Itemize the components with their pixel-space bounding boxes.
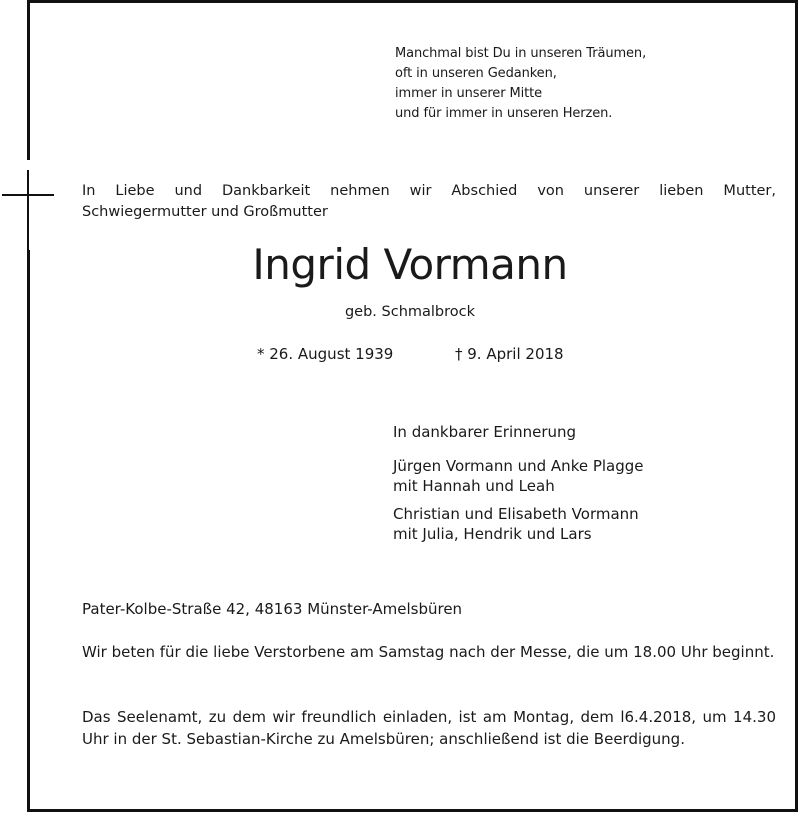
frame-border-right xyxy=(795,0,798,812)
frame-border-top xyxy=(28,0,798,3)
family-address: Pater-Kolbe-Straße 42, 48163 Münster-Amelsbüren xyxy=(82,600,463,618)
intro-line-1: In Liebe und Dankbarkeit nehmen wir Abschied von unserer lieben Mutter, xyxy=(82,183,776,199)
mourner-names: Jürgen Vormann und Anke Plagge xyxy=(393,457,644,475)
verse-line: oft in unseren Gedanken, xyxy=(395,66,557,81)
memorial-verse xyxy=(395,44,646,124)
maiden-name: geb. Schmalbrock xyxy=(344,304,476,320)
intro-line-2: Schwiegermutter und Großmutter xyxy=(82,204,328,220)
verse-line: immer in unserer Mitte xyxy=(395,86,543,101)
mourners-heading: In dankbarer Erinnerung xyxy=(393,423,577,441)
verse-line: und für immer in unseren Herzen. xyxy=(395,106,613,121)
mourner-group xyxy=(393,456,644,496)
prayer-notice: Wir beten für die liebe Verstorbene am Samstag nach der Messe, die um 18.00 Uhr beginnt. xyxy=(82,643,775,661)
birth-date: * 26. August 1939 xyxy=(257,345,394,363)
frame-border-left-lower xyxy=(27,250,30,812)
frame-border-left-upper xyxy=(27,0,30,160)
mourners-block xyxy=(393,422,644,552)
farewell-intro xyxy=(82,181,776,223)
cross-vertical-bar xyxy=(27,170,29,250)
mourner-names: Christian und Elisabeth Vormann xyxy=(393,505,639,523)
funeral-notice: Das Seelenamt, zu dem wir freundlich einladen, ist am Montag, dem l6.4.2018, um 14.30 Uhr in der St. Sebastian-Kirche zu Amelsbüren; anschließend ist die Beerdigung. xyxy=(82,708,776,748)
deceased-name: Ingrid Vormann xyxy=(252,240,568,289)
frame-border-bottom xyxy=(28,809,798,812)
mourner-children: mit Hannah und Leah xyxy=(393,477,555,495)
mourner-group xyxy=(393,504,644,544)
verse-line: Manchmal bist Du in unseren Träumen, xyxy=(395,46,647,61)
death-date: † 9. April 2018 xyxy=(455,345,564,363)
mourner-children: mit Julia, Hendrik und Lars xyxy=(393,525,592,543)
cross-horizontal-bar xyxy=(2,194,54,196)
